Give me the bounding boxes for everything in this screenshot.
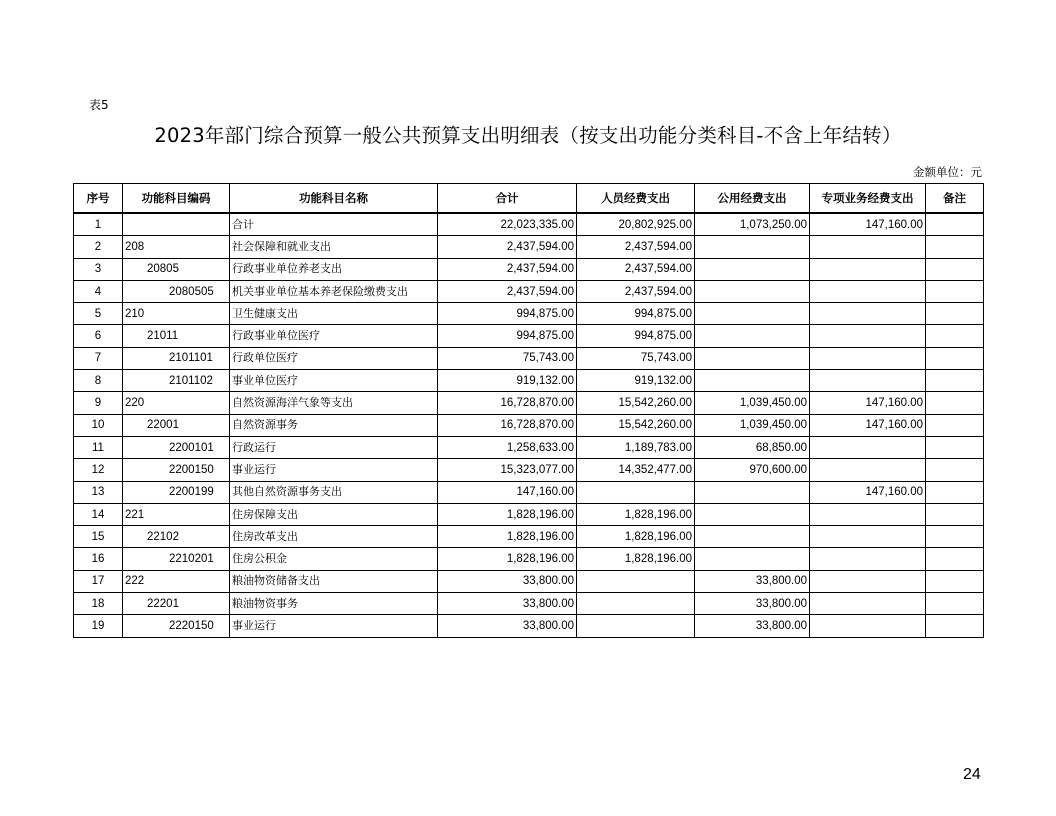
- header-code: 功能科目编码: [123, 184, 230, 214]
- cell-special: [810, 325, 926, 347]
- cell-name: 住房改革支出: [230, 526, 438, 548]
- cell-name: 行政事业单位养老支出: [230, 258, 438, 280]
- cell-note: [926, 325, 984, 347]
- cell-name: 事业运行: [230, 459, 438, 481]
- cell-code: 22201: [123, 593, 230, 615]
- cell-total: 1,828,196.00: [438, 526, 577, 548]
- cell-public: [695, 526, 810, 548]
- header-personnel: 人员经费支出: [577, 184, 695, 214]
- cell-special: [810, 436, 926, 458]
- cell-name: 住房公积金: [230, 548, 438, 570]
- cell-public: 1,073,250.00: [695, 213, 810, 236]
- cell-code: 2101102: [123, 370, 230, 392]
- cell-index: 3: [74, 258, 123, 280]
- cell-code: 21011: [123, 325, 230, 347]
- cell-total: 15,323,077.00: [438, 459, 577, 481]
- cell-code: 22001: [123, 414, 230, 436]
- cell-total: 1,258,633.00: [438, 436, 577, 458]
- cell-note: [926, 280, 984, 302]
- cell-public: 970,600.00: [695, 459, 810, 481]
- table-row: [74, 325, 984, 347]
- cell-note: [926, 436, 984, 458]
- table-label: 表5: [89, 98, 109, 112]
- table-row: [74, 526, 984, 548]
- table-row: [74, 303, 984, 325]
- cell-index: 16: [74, 548, 123, 570]
- cell-special: [810, 503, 926, 525]
- cell-code: 20805: [123, 258, 230, 280]
- table-row: [74, 213, 984, 236]
- cell-total: 919,132.00: [438, 370, 577, 392]
- cell-total: 994,875.00: [438, 325, 577, 347]
- cell-personnel: 1,189,783.00: [577, 436, 695, 458]
- cell-index: 1: [74, 213, 123, 236]
- cell-index: 7: [74, 347, 123, 369]
- table-row: [74, 436, 984, 458]
- cell-note: [926, 414, 984, 436]
- cell-note: [926, 370, 984, 392]
- cell-code: 2220150: [123, 615, 230, 637]
- cell-index: 4: [74, 280, 123, 302]
- cell-special: [810, 615, 926, 637]
- cell-name: 机关事业单位基本养老保险缴费支出: [230, 280, 438, 302]
- cell-code: 208: [123, 236, 230, 258]
- cell-personnel: 1,828,196.00: [577, 503, 695, 525]
- cell-index: 11: [74, 436, 123, 458]
- cell-note: [926, 236, 984, 258]
- table-row: [74, 593, 984, 615]
- table-row: [74, 548, 984, 570]
- cell-special: [810, 570, 926, 592]
- cell-personnel: 994,875.00: [577, 303, 695, 325]
- cell-name: 卫生健康支出: [230, 303, 438, 325]
- cell-index: 19: [74, 615, 123, 637]
- cell-personnel: 2,437,594.00: [577, 236, 695, 258]
- cell-public: [695, 481, 810, 503]
- cell-index: 10: [74, 414, 123, 436]
- cell-public: 1,039,450.00: [695, 414, 810, 436]
- cell-code: 2200199: [123, 481, 230, 503]
- cell-total: 2,437,594.00: [438, 236, 577, 258]
- cell-note: [926, 481, 984, 503]
- cell-special: [810, 236, 926, 258]
- cell-public: [695, 258, 810, 280]
- cell-personnel: [577, 593, 695, 615]
- cell-public: [695, 503, 810, 525]
- cell-code: 2101101: [123, 347, 230, 369]
- cell-name: 行政事业单位医疗: [230, 325, 438, 347]
- budget-table: [73, 183, 984, 638]
- cell-special: [810, 280, 926, 302]
- cell-special: 147,160.00: [810, 213, 926, 236]
- cell-total: 1,828,196.00: [438, 503, 577, 525]
- cell-personnel: 2,437,594.00: [577, 280, 695, 302]
- cell-note: [926, 392, 984, 414]
- cell-code: [123, 213, 230, 236]
- cell-code: 2080505: [123, 280, 230, 302]
- cell-total: 33,800.00: [438, 593, 577, 615]
- cell-public: 33,800.00: [695, 615, 810, 637]
- table-row: [74, 459, 984, 481]
- cell-total: 1,828,196.00: [438, 548, 577, 570]
- table-row: [74, 570, 984, 592]
- table-header-row: [74, 184, 984, 214]
- page-number: 24: [963, 766, 981, 783]
- cell-name: 粮油物资储备支出: [230, 570, 438, 592]
- cell-name: 行政运行: [230, 436, 438, 458]
- cell-note: [926, 615, 984, 637]
- cell-personnel: [577, 481, 695, 503]
- cell-special: [810, 526, 926, 548]
- cell-index: 18: [74, 593, 123, 615]
- cell-name: 社会保障和就业支出: [230, 236, 438, 258]
- cell-name: 行政单位医疗: [230, 347, 438, 369]
- cell-public: 33,800.00: [695, 593, 810, 615]
- cell-special: 147,160.00: [810, 392, 926, 414]
- cell-public: 68,850.00: [695, 436, 810, 458]
- cell-name: 粮油物资事务: [230, 593, 438, 615]
- cell-index: 14: [74, 503, 123, 525]
- cell-code: 221: [123, 503, 230, 525]
- cell-note: [926, 503, 984, 525]
- cell-total: 33,800.00: [438, 570, 577, 592]
- table-row: [74, 347, 984, 369]
- cell-total: 2,437,594.00: [438, 258, 577, 280]
- cell-total: 147,160.00: [438, 481, 577, 503]
- cell-personnel: 14,352,477.00: [577, 459, 695, 481]
- cell-special: [810, 593, 926, 615]
- cell-index: 15: [74, 526, 123, 548]
- cell-note: [926, 258, 984, 280]
- cell-public: [695, 370, 810, 392]
- cell-index: 6: [74, 325, 123, 347]
- table-row: [74, 414, 984, 436]
- table-row: [74, 481, 984, 503]
- cell-special: 147,160.00: [810, 481, 926, 503]
- cell-total: 2,437,594.00: [438, 280, 577, 302]
- cell-special: [810, 370, 926, 392]
- header-special: 专项业务经费支出: [810, 184, 926, 214]
- cell-code: 2210201: [123, 548, 230, 570]
- table-row: [74, 370, 984, 392]
- cell-code: 2200150: [123, 459, 230, 481]
- table-row: [74, 503, 984, 525]
- cell-name: 其他自然资源事务支出: [230, 481, 438, 503]
- cell-note: [926, 213, 984, 236]
- cell-note: [926, 459, 984, 481]
- cell-code: 2200101: [123, 436, 230, 458]
- cell-public: [695, 325, 810, 347]
- cell-public: 1,039,450.00: [695, 392, 810, 414]
- cell-index: 5: [74, 303, 123, 325]
- header-public: 公用经费支出: [695, 184, 810, 214]
- cell-personnel: [577, 570, 695, 592]
- cell-note: [926, 303, 984, 325]
- cell-index: 9: [74, 392, 123, 414]
- cell-public: [695, 236, 810, 258]
- cell-personnel: 994,875.00: [577, 325, 695, 347]
- cell-note: [926, 548, 984, 570]
- cell-name: 住房保障支出: [230, 503, 438, 525]
- cell-note: [926, 593, 984, 615]
- cell-total: 22,023,335.00: [438, 213, 577, 236]
- cell-personnel: 919,132.00: [577, 370, 695, 392]
- cell-code: 220: [123, 392, 230, 414]
- header-total: 合计: [438, 184, 577, 214]
- header-name: 功能科目名称: [230, 184, 438, 214]
- cell-special: 147,160.00: [810, 414, 926, 436]
- cell-special: [810, 258, 926, 280]
- table-row: [74, 280, 984, 302]
- cell-personnel: 15,542,260.00: [577, 414, 695, 436]
- cell-name: 自然资源海洋气象等支出: [230, 392, 438, 414]
- page-title: 2023年部门综合预算一般公共预算支出明细表（按支出功能分类科目-不含上年结转）: [154, 124, 902, 147]
- cell-public: [695, 347, 810, 369]
- amount-unit: 金额单位：元: [913, 165, 982, 179]
- cell-public: [695, 303, 810, 325]
- table-row: [74, 258, 984, 280]
- cell-public: [695, 280, 810, 302]
- cell-total: 16,728,870.00: [438, 414, 577, 436]
- cell-special: [810, 459, 926, 481]
- cell-public: 33,800.00: [695, 570, 810, 592]
- cell-code: 222: [123, 570, 230, 592]
- cell-note: [926, 526, 984, 548]
- cell-special: [810, 303, 926, 325]
- cell-special: [810, 347, 926, 369]
- cell-total: 75,743.00: [438, 347, 577, 369]
- table-row: [74, 615, 984, 637]
- cell-personnel: 1,828,196.00: [577, 526, 695, 548]
- cell-name: 事业运行: [230, 615, 438, 637]
- cell-note: [926, 570, 984, 592]
- cell-personnel: 1,828,196.00: [577, 548, 695, 570]
- cell-total: 33,800.00: [438, 615, 577, 637]
- table-body: [74, 213, 984, 637]
- cell-index: 12: [74, 459, 123, 481]
- header-index: 序号: [74, 184, 123, 214]
- cell-name: 合计: [230, 213, 438, 236]
- cell-index: 13: [74, 481, 123, 503]
- table-row: [74, 236, 984, 258]
- cell-index: 8: [74, 370, 123, 392]
- cell-name: 自然资源事务: [230, 414, 438, 436]
- cell-index: 2: [74, 236, 123, 258]
- cell-note: [926, 347, 984, 369]
- cell-public: [695, 548, 810, 570]
- cell-personnel: 20,802,925.00: [577, 213, 695, 236]
- header-note: 备注: [926, 184, 984, 214]
- cell-personnel: 2,437,594.00: [577, 258, 695, 280]
- cell-special: [810, 548, 926, 570]
- cell-code: 210: [123, 303, 230, 325]
- cell-personnel: 75,743.00: [577, 347, 695, 369]
- cell-total: 16,728,870.00: [438, 392, 577, 414]
- cell-code: 22102: [123, 526, 230, 548]
- cell-personnel: 15,542,260.00: [577, 392, 695, 414]
- cell-index: 17: [74, 570, 123, 592]
- cell-personnel: [577, 615, 695, 637]
- cell-total: 994,875.00: [438, 303, 577, 325]
- cell-name: 事业单位医疗: [230, 370, 438, 392]
- table-row: [74, 392, 984, 414]
